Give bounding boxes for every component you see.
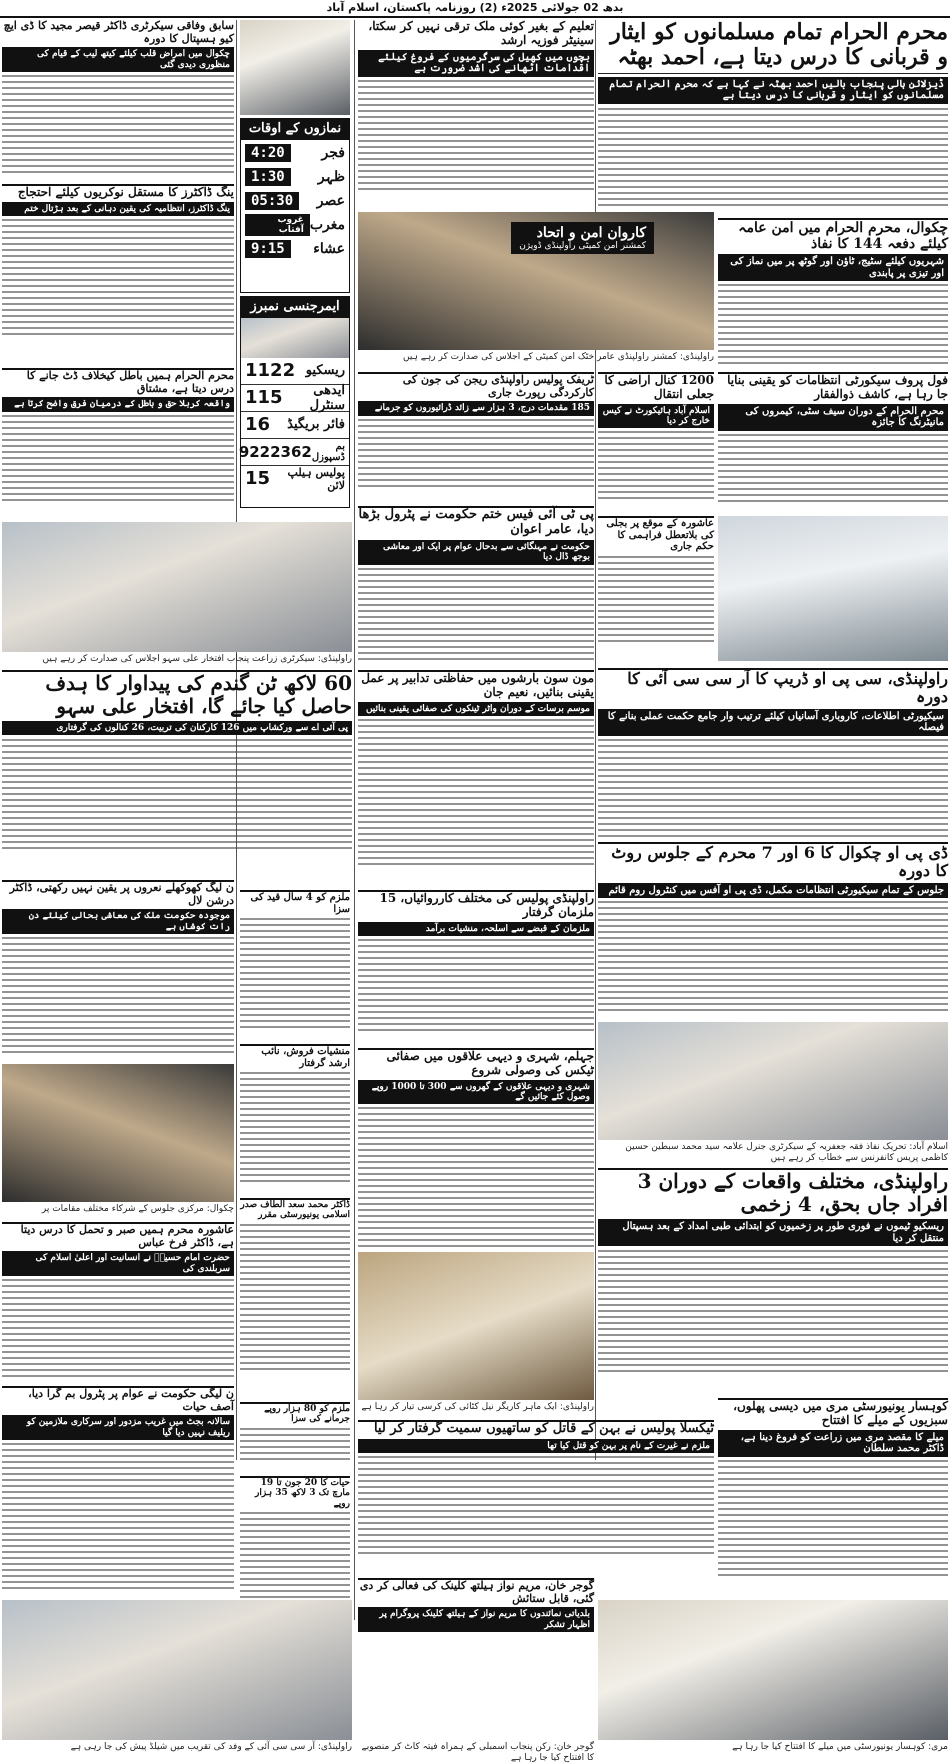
story-body-text: [358, 1456, 714, 1556]
story-education: [358, 20, 594, 210]
story-headline: ن لیگ کھوکھلے نعروں پر یقین نہیں رکھتی، ڈاکٹر درشن لال: [9, 881, 234, 907]
prayer-name: مغرب: [309, 216, 345, 233]
emergency-name: ایدھی سنٹرل: [309, 382, 345, 413]
story-body-text: [2, 937, 234, 1057]
sidebar-story-3: [240, 1198, 350, 1398]
story-gujar-khan-clinic: [358, 1578, 594, 1658]
story-headline: تعلیم کے بغیر کوئی ملک ترقی نہیں کر سکتا، سینیٹر فوزیہ ارشد: [368, 19, 594, 47]
story-electricity: [598, 516, 714, 664]
story-dpo-chakwal: [598, 842, 948, 1018]
story-body-text: [598, 431, 714, 501]
story-body-text: [240, 1428, 350, 1463]
photo-peace-committee: [358, 212, 714, 350]
story-body-text: [598, 556, 714, 646]
story-subheadline: ملزمان کے قبضے سے اسلحہ، منشیات برآمد: [358, 922, 594, 936]
emergency-row: [241, 412, 349, 439]
story-subheadline: شہریوں کیلئے سٹیج، ٹاؤن اور گوٹھ پر میں نماز کی اور تیزی پر پابندی: [718, 254, 948, 281]
story-muharram-mushtaq: [2, 368, 234, 518]
lead-body-text: [598, 108, 948, 208]
masthead: [0, 0, 950, 18]
story-headline: ملزم کو 4 سال قید کی سزا: [250, 892, 350, 915]
banner: [511, 222, 654, 254]
lead-story-wheat: [2, 670, 352, 875]
photo-mosque: [240, 20, 350, 115]
emergency-box: [240, 296, 350, 508]
lead-body-text: [2, 739, 352, 849]
prayer-row: [245, 190, 345, 212]
story-subheadline: جلوس کے تمام سیکیورٹی انتظامات مکمل، ڈی پی او آفس میں کنٹرول روم قائم: [598, 883, 948, 899]
lead-subheadline: ڈیزلائن ہالی پنجاب بالیں احمد بھٹہ نے کہا ہے کہ محرم الحرام تمام مسلمانوں کو ایثار و قربانی کا درس دیتا ہے: [598, 77, 948, 104]
story-subheadline: بلدیاتی نمائندوں کا مریم نواز کے ہیلتھ کلینک پروگرام پر اظہار تشکر: [358, 1607, 594, 1632]
emergency-name: بم ڈسپوزل: [311, 440, 345, 463]
story-subheadline: موجودہ حکومت ملک کی معاشی بحالی کیلئے دن رات کوشاں ہے: [2, 909, 234, 934]
meeting-caption: راولپنڈی: کمشنر راولپنڈی عامر خٹک امن کمیٹی کے اجلاس کی صدارت کر رہے ہیں: [403, 352, 714, 362]
story-body-text: [718, 284, 948, 364]
lead-subheadline: پی آئی اے سے ورکشاپ میں 126 کارکنان کی تربیت، 26 کنالوں کی گرفتاری: [2, 721, 352, 735]
story-headline: سابق وفاقی سیکرٹری ڈاکٹر قیصر مجید کا ڈی ایچ کیو ہسپتال کا دورہ: [3, 19, 234, 45]
story-body-text: [718, 1460, 948, 1580]
story-body-text: [598, 901, 948, 1011]
sidebar-story-4: [240, 1402, 350, 1472]
prayer-time: 9:15: [245, 240, 291, 258]
prayer-time: غروب آفتاب: [245, 214, 310, 236]
story-headline: ڈاکٹر محمد سعد الطاف صدر اسلامی یونیورسٹی مقرر: [240, 1200, 350, 1221]
story-headline: چکوال، محرم الحرام میں امن عامہ کیلئے دفعہ 144 کا نفاذ: [738, 220, 948, 253]
story-headline: جہلم، شہری و دیہی علاقوں میں صفائی ٹیکس کی وصولی شروع: [386, 1049, 594, 1077]
story-subheadline: واقعہ کربلا حق و باطل کے درمیان فرق واضح کرتا ہے: [2, 397, 234, 411]
photo-officials-visit: [718, 516, 948, 661]
story-headline: ڈی پی او چکوال کا 6 اور 7 محرم کے جلوس روٹ کا دورہ: [611, 843, 948, 881]
story-sanitation-tax: [358, 1048, 594, 1248]
emergency-number: 15: [245, 468, 271, 490]
story-body-text: [718, 434, 948, 504]
story-headline: ن لیگی حکومت نے عوام پر پٹرول بم گرا دیا، آصف حیات: [28, 1387, 234, 1413]
story-subheadline: موسم برسات کے دوران واٹر ٹینکوں کی صفائی یقینی بنائیں: [358, 702, 594, 716]
story-subheadline: محرم الحرام کے دوران سیف سٹی، کیمروں کی مانیٹرنگ کا جائزہ: [718, 404, 948, 431]
story-body-text: [358, 568, 594, 663]
lead-headline: محرم الحرام تمام مسلمانوں کو ایثار و قربانی کا درس دیتا ہے، احمد بھٹہ: [598, 20, 948, 74]
story-body-text: [240, 918, 350, 1028]
lead-headline: 60 لاکھ ٹن گندم کی پیداوار کا ہدف حاصل کیا جائے گا، افتخار علی سہو: [45, 671, 352, 718]
banner-title: کاروان امن و اتحاد: [536, 225, 646, 241]
bottom-center-caption: گوجر خان: رکن پنجاب اسمبلی کے ہمراہ فیتہ کاٹ کر منصوبے کا افتتاح کیا جا رہا ہے: [361, 1742, 594, 1763]
craft-caption: راولپنڈی: ایک ماہر کاریگر نیل کٹائی کی کرسی تیار کر رہا ہے: [361, 1402, 594, 1412]
story-subheadline: میلے کا مقصد مری میں زراعت کو فروغ دینا ہے، ڈاکٹر محمد سلطان: [718, 1430, 948, 1457]
story-headline: راولپنڈی، سی پی او ڈریپ کا آر سی سی آئی کا دورہ: [627, 669, 948, 707]
story-body-text: [358, 419, 594, 489]
bottom-left-caption: راولپنڈی: آر سی سی آئی کے وفد کی تقریب میں شیلڈ پیش کی جا رہی ہے: [70, 1742, 352, 1752]
masthead-line: بدھ 02 جولائی 2025ء (2) روزنامہ پاکستان، اسلام آباد: [326, 1, 624, 14]
story-body-text: [2, 219, 234, 339]
story-subheadline: بچوں میں کھیل کی سرگرمیوں کے فروغ کیلئے اقدامات اٹھانے کی اشد ضرورت ہے: [358, 50, 594, 77]
story-subheadline: شہری و دیہی علاقوں کے گھروں سے 300 تا 1000 روپے وصول کئے جائیں گے: [358, 1080, 594, 1105]
story-headline: ٹیکسلا پولیس نے بہن کے قاتل کو ساتھیوں سمیت گرفتار کر لیا: [373, 1421, 714, 1436]
ambulance-image: [241, 318, 349, 358]
story-body-text: [598, 739, 948, 839]
story-farrukh-abbas: [2, 1222, 234, 1382]
story-body-text: [358, 1107, 594, 1247]
story-headline: منشیات فروش، نائب ارشد گرفتار: [261, 1046, 350, 1069]
story-headline: گوجر خان، مریم نواز ہیلتھ کلینک کی فعالی کر دی گئی، قابل ستائش: [359, 1579, 594, 1605]
story-headline: ملزم کو 80 ہزار روپے جرمانے کی سزا: [264, 1404, 350, 1425]
story-subheadline: 185 مقدمات درج، 3 ہزار سے زائد ڈرائیوروں کو جرمانے: [358, 401, 594, 415]
prayer-time: 1:30: [245, 168, 291, 186]
story-kohsar-university: [718, 1398, 948, 1593]
story-headline: مون سون بارشوں میں حفاظتی تدابیر پر عمل یقینی بنائیں، نعیم جان: [361, 671, 594, 699]
story-body-text: [358, 719, 594, 869]
story-petrol-price: [358, 506, 594, 666]
photo-press-conference: [598, 1022, 948, 1140]
prayer-row: [245, 214, 345, 236]
story-headline: راولپنڈی، مختلف واقعات کے دوران 3 افراد جاں بحق، 4 زخمی: [637, 1169, 948, 1216]
story-taxila-police: [358, 1420, 714, 1575]
story-rcci-visit: [598, 668, 948, 838]
story-body-text: [2, 1443, 234, 1593]
photo-procession: [2, 1064, 234, 1202]
prayer-row: [245, 142, 345, 164]
prayer-time: 05:30: [245, 192, 299, 210]
emergency-row: [238, 439, 349, 466]
story-body-text: [2, 1279, 234, 1379]
story-subheadline: ملزم نے غیرت کے نام پر بہن کو قتل کیا تھا: [358, 1439, 714, 1453]
story-asif-hayat: [2, 1386, 234, 1596]
story-body-text: [2, 75, 234, 175]
story-body-text: [598, 1250, 948, 1375]
prayer-row: [245, 238, 345, 260]
bottom-right-caption: مری: کوہسار یونیورسٹی میں میلے کا افتتاح کیا جا رہا ہے: [732, 1742, 948, 1752]
story-headline: عاشورہ کے موقع پر بجلی کی بلاتعطل فراہمی کا حکم جاری: [606, 518, 714, 552]
press-caption: اسلام آباد: تحریک نفاذ فقہ جعفریہ کے سیکرٹری جنرل علامہ سید محمد سبطین حسین کاظمی پریس کانفرنس سے خطاب کر رہے ہیں: [625, 1142, 948, 1163]
story-land-fraud: [598, 372, 714, 512]
story-chakwal-144: [718, 218, 948, 368]
story-subheadline: ینگ ڈاکٹرز، انتظامیہ کی یقین دہانی کے بعد ہڑتال ختم: [2, 202, 234, 216]
prayer-title: نمازوں کے اوقات: [241, 119, 349, 140]
story-headline: 1200 کنال اراضی کا جعلی انتقال: [604, 373, 714, 401]
emergency-name: ریسکیو: [305, 363, 345, 379]
emergency-name: پولیس ہیلپ لائن: [287, 465, 345, 492]
emergency-number: 16: [245, 414, 271, 436]
story-foolproof-security: [718, 372, 948, 512]
story-headline: عاشورہ محرم ہمیں صبر و تحمل کا درس دیتا ہے، ڈاکٹر فرخ عباس: [20, 1223, 234, 1249]
story-subheadline: حضرت امام حسینؓ نے انسانیت اور اعلیٰ اسلام کی سربلندی کی: [2, 1251, 234, 1276]
story-subheadline: سیکیورٹی اطلاعات، کاروباری آسانیاں کیلئے ترتیب وار جامع حکمت عملی بنانے کا فیصلہ: [598, 709, 948, 736]
photo-craftsman: [358, 1252, 594, 1400]
photo-shield-ceremony: [2, 1600, 352, 1740]
story-headline: کوہسار یونیورسٹی مری میں دیسی پھلوں، سبزیوں کے میلے کا افتتاح: [733, 1399, 948, 1427]
prayer-time: 4:20: [245, 144, 291, 162]
story-headline: پی ٹی آئی فیس ختم حکومت نے پٹرول بڑھا دیا، عامر اعوان: [358, 507, 594, 537]
story-headline: ٹریفک پولیس راولپنڈی ریجن کی جون کی کارکردگی رپورٹ جاری: [402, 373, 594, 399]
banner-subtitle: کمشنر امن کمیٹی راولپنڈی ڈویژن: [519, 241, 646, 252]
sidebar-story-1: [240, 890, 350, 1040]
story-young-doctors: [2, 184, 234, 364]
emergency-row: [241, 382, 349, 413]
emergency-number: 1122: [245, 360, 296, 382]
story-subheadline: اسلام آباد ہائیکورٹ نے کیس خارج کر دیا: [598, 404, 714, 429]
prayer-row: [245, 166, 345, 188]
prayer-name: ظہر: [317, 168, 345, 185]
emergency-title: ایمرجنسی نمبرز: [241, 297, 349, 318]
story-body-text: [358, 80, 594, 190]
emergency-number: 115: [245, 387, 283, 409]
sidebar-story-2: [240, 1044, 350, 1194]
story-rawalpindi-accidents: [598, 1168, 948, 1393]
emergency-number: 9222362: [238, 442, 312, 461]
procession-caption: چکوال: مرکزی جلوس کے شرکاء مختلف مقامات پر: [41, 1204, 234, 1214]
story-headline: محرم الحرام ہمیں باطل کیخلاف ڈٹ جانے کا درس دیتا ہے، مشتاق: [26, 369, 234, 395]
story-subheadline: چکوال میں امراض قلب کیلئے کیتھ لیب کے قیام کی منظوری دیدی گئی: [2, 47, 234, 72]
story-body-text: [2, 415, 234, 505]
story-monsoon: [358, 670, 594, 885]
prayer-name: فجر: [321, 144, 345, 161]
story-police-arrests: [358, 890, 594, 1045]
lead-story-right: [598, 20, 948, 215]
story-headline: ینگ ڈاکٹرز کا مستقل نوکریوں کیلئے احتجاج: [17, 185, 234, 199]
emergency-row: [241, 466, 349, 492]
story-subheadline: حکومت نے مہنگائی سے بدحال عوام پر ایک اور معاشی بوجھ ڈال دیا: [358, 540, 594, 565]
story-headline: راولپنڈی پولیس کی مختلف کارروائیاں، 15 ملزمان گرفتار: [379, 891, 594, 919]
story-body-text: [358, 939, 594, 1034]
story-headline: فول پروف سیکورٹی انتظامات کو یقینی بنایا جا رہا ہے، کاشف ذوالفقار: [727, 373, 948, 401]
photo-agriculture-meeting: [2, 522, 352, 652]
story-body-text: [240, 1224, 350, 1374]
prayer-name: عصر: [316, 192, 345, 209]
story-body-text: [240, 1072, 350, 1182]
prayer-name: عشاء: [313, 240, 345, 257]
story-headline: حیات کا 20 جون تا 19 مارچ تک 3 لاکھ 35 ہزار روپے: [255, 1478, 350, 1509]
story-subheadline: ریسکیو ٹیموں نے فوری طور پر زخمیوں کو ابتدائی طبی امداد کے بعد ہسپتال منتقل کر دیا: [598, 1219, 948, 1246]
story-subheadline: سالانہ بجٹ میں غریب مزدور اور سرکاری ملازمین کو ریلیف نہیں دیا گیا: [2, 1415, 234, 1440]
emergency-name: فائر بریگیڈ: [287, 417, 345, 433]
story-qaiser-majeed: [2, 20, 234, 180]
agriculture-caption: راولپنڈی: سیکرٹری زراعت پنجاب افتخار علی سہو اجلاس کی صدارت کر رہے ہیں: [42, 654, 352, 664]
photo-ribbon-cutting: [598, 1600, 948, 1740]
emergency-row: [241, 358, 349, 385]
prayer-times-box: [240, 118, 350, 293]
story-traffic-report: [358, 372, 594, 502]
story-darshan-lal: [2, 880, 234, 1060]
column-rule: [354, 20, 355, 1620]
